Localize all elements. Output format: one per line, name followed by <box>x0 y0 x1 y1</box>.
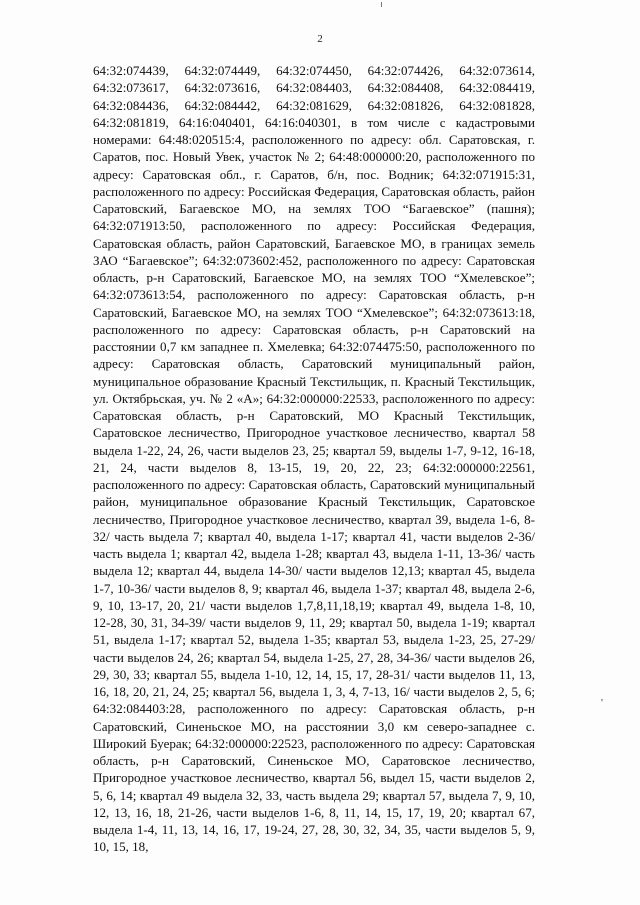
document-body <box>93 62 535 856</box>
margin-mark: ' <box>601 697 603 709</box>
scan-artifact <box>381 2 382 7</box>
page-number: 2 <box>317 33 323 45</box>
body-paragraph: 64:32:074439, 64:32:074449, 64:32:074450, 64:32:074426, 64:32:073614, 64:32:073617, 64:32:073616, 64:32:084403, 64:32:084408, 64:32:084419, 64:32:084436, 64:32:084442, 64:32:081629, 64:32:081826, 64:32:081828, 64:32:081819, 64:16:040401, 64:16:040301, в том числе с кадастровыми номерами: 64:48:020515:4, расположенного по адресу: обл. Саратовская, г. Саратов, пос. Новый Увек, участок № 2; 64:48:000000:20, расположенного по адресу: Саратовская обл., г. Саратов, б/н, пос. Водник; 64:32:071915:31, расположенного по адресу: Российская Федерация, Саратовская область, район Саратовский, Багаевское МО, на землях ТОО “Багаевское” (пашня); 64:32:071913:50, расположенного по адресу: Российская Федерация, Саратовская область, район Саратовский, Багаевское МО, в границах земель ЗАО “Багаевское”; 64:32:073602:452, расположенного по адресу: Саратовская область, р-н Саратовский, Багаевское МО, на землях ТОО “Хмелевское”; 64:32:073613:54, расположенного по адресу: Саратовская область, р-н Саратовский, Багаевское МО, на землях ТОО “Хмелевское”; 64:32:073613:18, расположенного по адресу: Саратовская область, р-н Саратовский на расстоянии 0,7 км западнее п. Хмелевка; 64:32:074475:50, расположенного по адресу: Саратовская область, Саратовский муниципальный район, муниципальное образование Красный Текстильщик, п. Красный Текстильщик, ул. Октябрьская, уч. № 2 «А»; 64:32:000000:22533, расположенного по адресу: Саратовская область, р-н Саратовский, МО Красный Текстильщик, Саратовское лесничество, Пригородное участковое лесничество, квартал 58 выдела 1-22, 24, 26, части выделов 23, 25; квартал 59, выделы 1-7, 9-12, 16-18, 21, 24, части выделов 8, 13-15, 19, 20, 22, 23; 64:32:000000:22561, расположенного по адресу: Саратовская область, Саратовский муниципальный район, муниципальное образование Красный Текстильщик, Саратовское лесничество, Пригородное участковое лесничество, квартал 39, выдела 1-6, 8-32/ часть выдела 7; квартал 40, выдела 1-17; квартал 41, части выделов 2-36/ часть выдела 1; квартал 42, выдела 1-28; квартал 43, выдела 1-11, 13-36/ часть выдела 12; квартал 44, выдела 14-30/ части выделов 12,13; квартал 45, выдела 1-7, 10-36/ части выделов 8, 9; квартал 46, выдела 1-37; квартал 48, выдела 2-6, 9, 10, 13-17, 20, 21/ части выделов 1,7,8,11,18,19; квартал 49, выдела 1-8, 10, 12-28, 30, 31, 34-39/ части выделов 9, 11, 29; квартал 50, выдела 1-19; квартал 51, выдела 1-17; квартал 52, выдела 1-35; квартал 53, выдела 1-23, 25, 27-29/ части выделов 24, 26; квартал 54, выдела 1-25, 27, 28, 34-36/ части выделов 26, 29, 30, 33; квартал 55, выдела 1-10, 12, 14, 15, 17, 28-31/ части выделов 11, 13, 16, 18, 20, 21, 24, 25; квартал 56, выдела 1, 3, 4, 7-13, 16/ части выделов 2, 5, 6; 64:32:084403:28, расположенного по адресу: Саратовская область, р-н Саратовский, Синеньское МО, на расстоянии 3,0 км северо-западнее с. Широкий Буерак; 64:32:000000:22523, расположенного по адресу: Саратовская область, р-н Саратовский, Синеньское МО, Саратовское лесничество, Пригородное участковое лесничество, квартал 56, выдел 15, части выделов 2, 5, 6, 14; квартал 49 выдела 32, 33, часть выдела 29; квартал 57, выдела 7, 9, 10, 12, 13, 16, 18, 21-26, части выделов 1-6, 8, 11, 14, 15, 17, 19, 20; квартал 67, выдела 1-4, 11, 13, 14, 16, 17, 19-24, 27, 28, 30, 32, 34, 35, части выделов 5, 9, 10, 15, 18, <box>93 63 535 855</box>
